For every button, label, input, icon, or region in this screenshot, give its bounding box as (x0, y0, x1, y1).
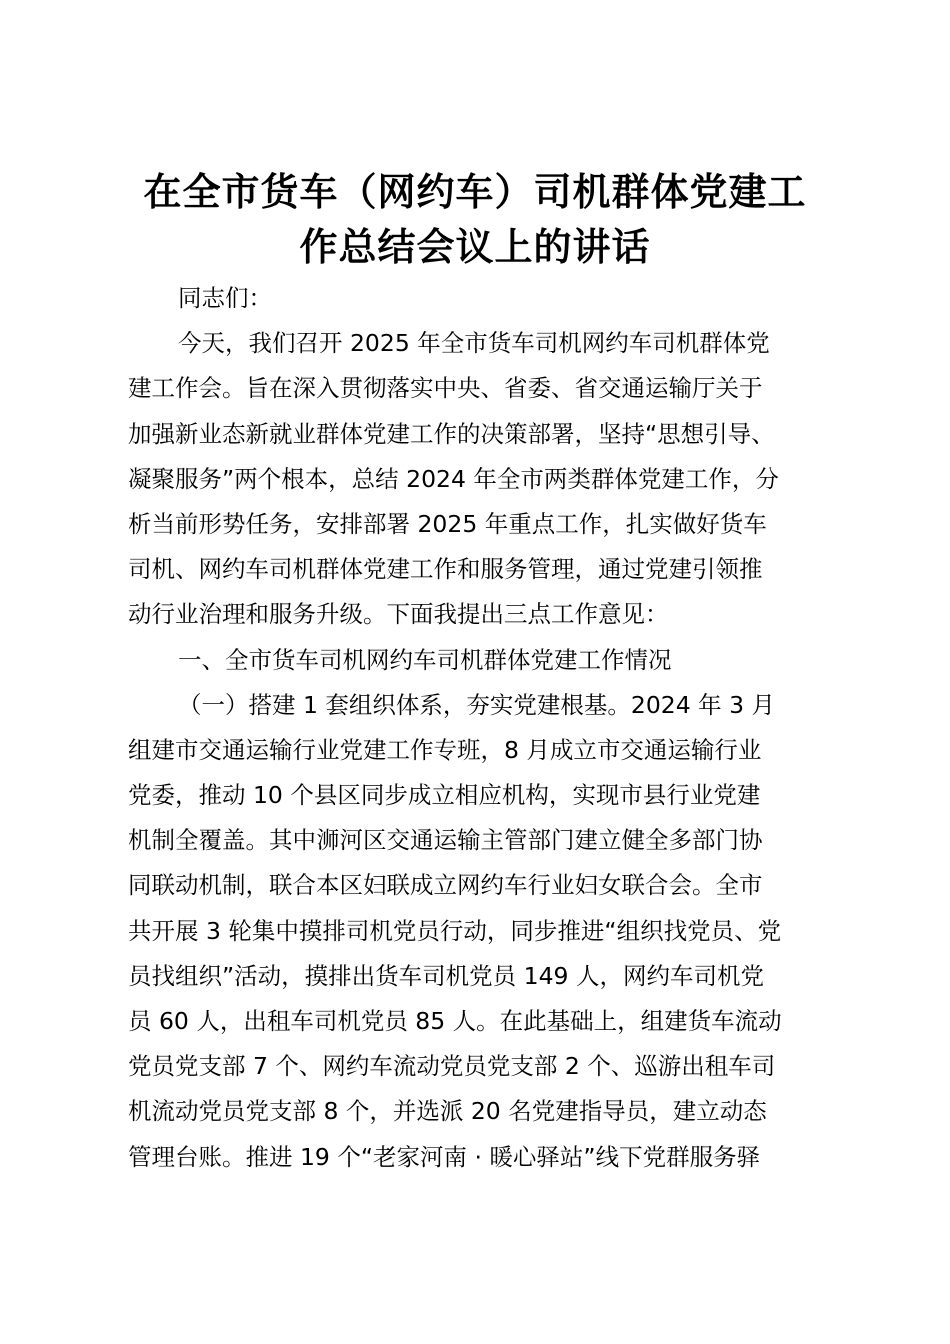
document-title (110, 165, 840, 275)
greeting: 同志们： (178, 284, 272, 312)
body-line: 今天，我们召开 2025 年全市货车司机网约车司机群体党 (178, 329, 770, 358)
body-line: 司机、网约车司机群体党建工作和服务管理，通过党建引领推 (128, 555, 763, 584)
body-line: 机制全覆盖。其中浉河区交通运输主管部门建立健全多部门协 (128, 826, 763, 855)
document-body (128, 276, 828, 1180)
section-heading: 一、全市货车司机网约车司机群体党建工作情况 (178, 645, 672, 674)
body-line: 管理台账。推进 19 个“老家河南 · 暖心驿站”线下党群服务驿 (128, 1142, 761, 1171)
subsection-line: （一）搭建 1 套组织体系，夯实党建根基。2024 年 3 月 (178, 690, 776, 719)
body-line: 员找组织”活动，摸排出货车司机党员 149 人，网约车司机党 (128, 961, 764, 990)
body-line: 员 60 人，出租车司机党员 85 人。在此基础上，组建货车流动 (128, 1007, 782, 1035)
body-line: 共开展 3 轮集中摸排司机党员行动，同步推进“组织找党员、党 (128, 916, 782, 945)
body-line: 党员党支部 7 个、网约车流动党员党支部 2 个、巡游出租车司 (128, 1052, 776, 1081)
body-line: 加强新业态新就业群体党建工作的决策部署，坚持“思想引导、 (128, 419, 775, 448)
body-line: 动行业治理和服务升级。下面我提出三点工作意见： (128, 600, 669, 629)
body-line: 凝聚服务”两个根本，总结 2024 年全市两类群体党建工作，分 (128, 464, 779, 493)
body-line: 同联动机制，联合本区妇联成立网约车行业妇女联合会。全市 (128, 871, 763, 900)
body-line: 党委，推动 10 个县区同步成立相应机构，实现市县行业党建 (128, 781, 761, 810)
body-line: 析当前形势任务，安排部署 2025 年重点工作，扎实做好货车 (128, 509, 767, 538)
body-line: 建工作会。旨在深入贯彻落实中央、省委、省交通运输厅关于 (128, 374, 763, 403)
title-line-2: 作总结会议上的讲话 (299, 225, 651, 269)
body-line: 组建市交通运输行业党建工作专班，8 月成立市交通运输行业 (128, 735, 762, 764)
body-line: 机流动党员党支部 8 个，并选派 20 名党建指导员，建立动态 (128, 1097, 767, 1126)
title-line-1: 在全市货车（网约车）司机群体党建工 (143, 170, 807, 214)
